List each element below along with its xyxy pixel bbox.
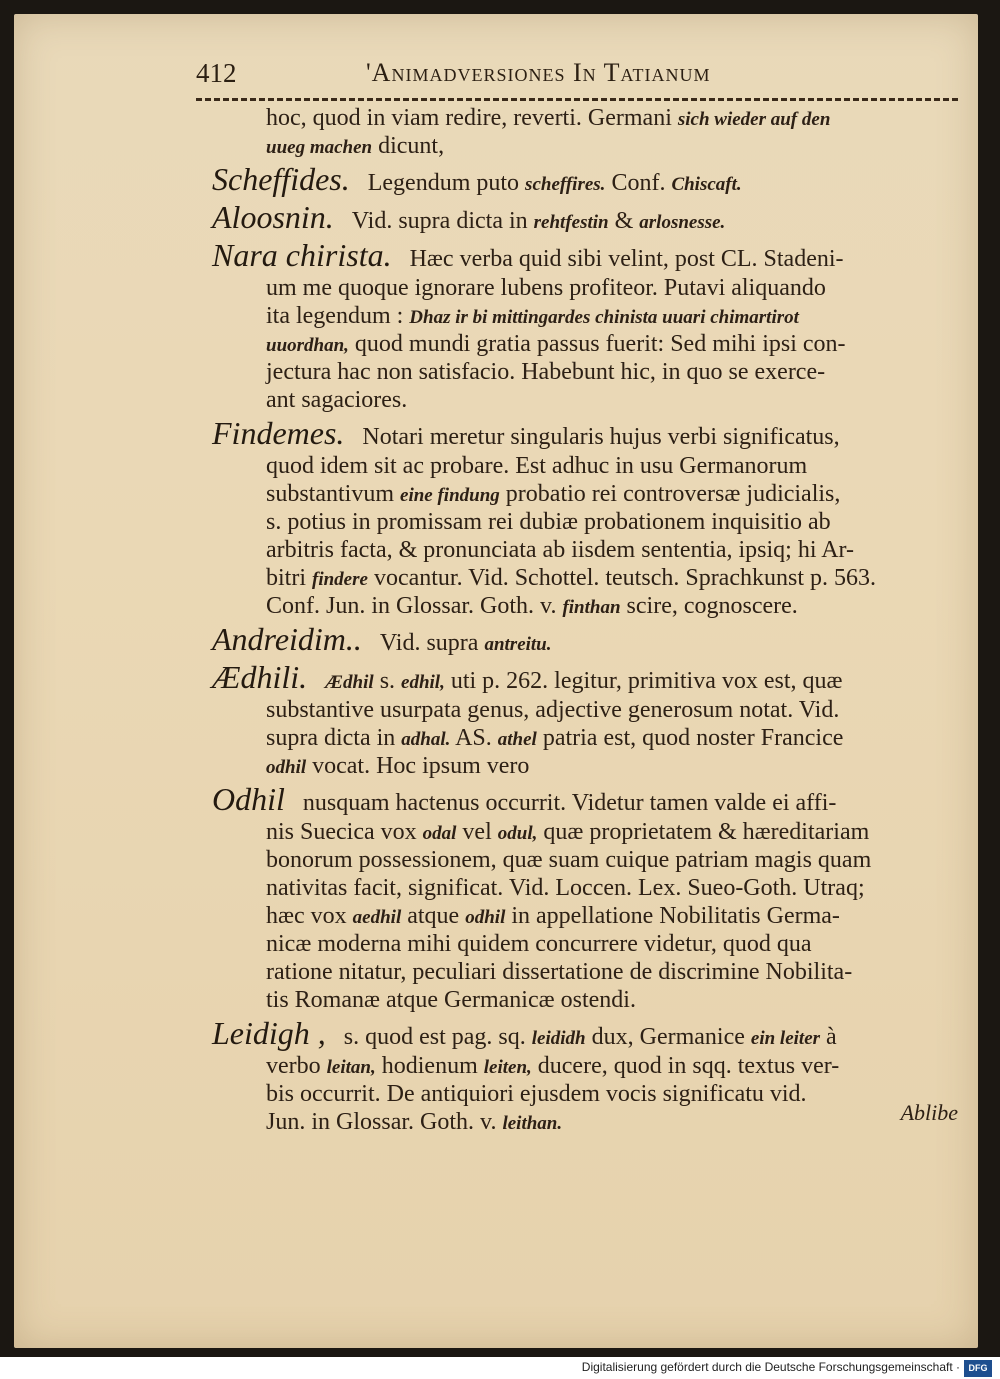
text-line [212,1108,964,1136]
text-line [212,874,964,902]
latin-text: Hæc verba quid sibi velint, post CL. Stadeni- [409,246,844,272]
vernacular-term: leithan. [502,1113,563,1134]
vernacular-term: aedhil [352,907,402,928]
vernacular-term: ein leiter [750,1028,821,1049]
glossary-text-block [212,104,964,1136]
latin-text: bis occurrit. De antiquiori ejusdem vocis significatu vid. [266,1081,807,1107]
latin-text: dicunt, [372,133,445,159]
vernacular-term: odul, [497,823,538,844]
vernacular-term: Chiscaft. [671,174,742,195]
text-line [212,236,964,274]
page-number: 412 [196,58,237,88]
latin-text: s. potius in promissam rei dubiæ probationem inquisitio ab [266,509,831,535]
text-line [212,620,964,658]
running-head [196,56,956,100]
vernacular-term: leididh [531,1028,586,1049]
latin-text: verbo [266,1053,327,1079]
text-line [212,902,964,930]
lemma-heading: Aloosnin. [212,199,334,235]
latin-text: quod idem sit ac probare. Est adhuc in usu Germanorum [266,453,808,479]
latin-text: ratione nitatur, peculiari dissertatione de discrimine Nobilita- [266,959,853,985]
vernacular-term: adhal. [401,729,451,750]
text-line [212,358,964,386]
latin-text: s. [373,668,402,694]
vernacular-term: odhil [465,907,506,928]
catchword: Ablibe [900,1100,958,1125]
latin-text: nusquam hactenus occurrit. Videtur tamen valde ei affi- [302,790,837,816]
lemma-heading: Findemes. [212,415,345,451]
text-line [212,930,964,958]
latin-text: quod mundi gratia passus fuerit: Sed mihi ipsi con- [348,331,846,357]
text-line [212,658,964,696]
latin-text: vocat. Hoc ipsum vero [306,753,530,779]
dfg-logo [964,1360,992,1377]
text-line [212,780,964,818]
text-line [212,696,964,724]
latin-text: nis Suecica vox [266,819,423,845]
vernacular-term: odhil [266,757,307,778]
latin-text: jectura hac non satisfacio. Habebunt hic, in quo se exerce- [266,359,826,385]
latin-text: nicæ moderna mihi quidem concurrere videtur, quod qua [266,931,812,957]
latin-text: quæ proprietatem & hæreditariam [537,819,870,845]
text-line [212,1052,964,1080]
vernacular-term: Ædhil [325,672,374,693]
latin-text: substantive usurpata genus, adjective generosum notat. Vid. [266,697,840,723]
dfg-logo-text: DFG [968,1363,988,1373]
vernacular-term: leiten, [483,1057,532,1078]
text-line [212,302,964,330]
text-line [212,1014,964,1052]
latin-text: Vid. supra [379,630,485,656]
text-line [212,452,964,480]
text-line [212,386,964,414]
latin-text: probatio rei controversæ judicialis, [499,481,841,507]
latin-text: substantivum [266,481,401,507]
latin-text: dux, Germanice [585,1024,751,1050]
latin-text: Jun. in Glossar. Goth. v. [266,1109,503,1135]
text-line [212,752,964,780]
latin-text: Legendum puto [367,170,526,196]
text-line [212,536,964,564]
text-line [212,480,964,508]
lemma-heading: Scheffides. [212,161,350,197]
latin-text: & [608,208,640,234]
latin-text: Conf. [605,170,672,196]
latin-text: scire, cognoscere. [620,593,798,619]
vernacular-term: uueg machen [266,137,373,158]
lemma-heading: Andreidim.. [212,621,362,657]
funding-credit: Digitalisierung gefördert durch die Deutsche Forschungsgemeinschaft · [581,1360,960,1374]
latin-text: nativitas facit, significat. Vid. Loccen. Lex. Sueo-Goth. Utraq; [266,875,865,901]
latin-text: hoc, quod in viam redire, reverti. Germani [266,105,678,131]
text-line [212,846,964,874]
text-line [212,274,964,302]
text-line [212,104,964,132]
vernacular-term: Dhaz ir bi mittingardes chinista uuari chimartirot [409,307,799,328]
vernacular-term: edhil, [401,672,445,693]
running-title: 'Animadversiones In Tatianum [366,58,711,87]
text-line [212,132,964,160]
latin-text: ita legendum : [266,303,410,329]
latin-text: à [820,1024,837,1050]
text-line [212,198,964,236]
text-line [212,592,964,620]
latin-text: Conf. Jun. in Glossar. Goth. v. [266,593,563,619]
footer-bar [0,1357,1000,1379]
vernacular-term: findere [312,569,368,590]
vernacular-term: eine findung [400,485,500,506]
text-line [212,330,964,358]
latin-text: tis Romanæ atque Germanicæ ostendi. [266,987,636,1013]
text-line [212,160,964,198]
text-line [212,958,964,986]
latin-text: bitri [266,565,312,591]
text-line [212,724,964,752]
text-line [212,564,964,592]
latin-text: vocantur. Vid. Schottel. teutsch. Sprachkunst p. 563. [367,565,876,591]
latin-text: vel [456,819,498,845]
lemma-heading: Nara chirista. [212,237,392,273]
latin-text: in appellatione Nobilitatis Germa- [505,903,840,929]
latin-text: supra dicta in [266,725,402,751]
latin-text: patria est, quod noster Francice [536,725,844,751]
latin-text: arbitris facta, & pronunciata ab iisdem sententia, ipsiq; hi Ar- [266,537,855,563]
vernacular-term: odal [422,823,457,844]
vernacular-term: athel [497,729,537,750]
text-line [212,986,964,1014]
text-line [212,818,964,846]
text-line [212,508,964,536]
vernacular-term: antreitu. [484,634,552,655]
latin-text: atque [401,903,466,929]
lemma-heading: Odhil [212,781,285,817]
text-line [212,1080,964,1108]
vernacular-term: uuordhan, [266,335,349,356]
lemma-heading: Leidigh , [212,1015,326,1051]
latin-text: Vid. supra dicta in [351,208,534,234]
text-line [212,414,964,452]
latin-text: hæc vox [266,903,353,929]
latin-text: Notari meretur singularis hujus verbi significatus, [362,424,840,450]
vernacular-term: scheffires. [525,174,606,195]
latin-text: s. quod est pag. sq. [343,1024,532,1050]
vernacular-term: rehtfestin [533,212,609,233]
vernacular-term: finthan [562,597,621,618]
latin-text: um me quoque ignorare lubens profiteor. Putavi aliquando [266,275,826,301]
latin-text: AS. [450,725,498,751]
latin-text: ant sagaciores. [266,387,408,413]
vernacular-term: arlosnesse. [639,212,726,233]
latin-text: bonorum possessionem, quæ suam cuique patriam magis quam [266,847,872,873]
latin-text: hodienum [375,1053,484,1079]
latin-text: uti p. 262. legitur, primitiva vox est, quæ [444,668,843,694]
vernacular-term: sich wieder auf den [677,109,831,130]
lemma-heading: Ædhili. [212,659,308,695]
vernacular-term: leitan, [326,1057,376,1078]
latin-text: ducere, quod in sqq. textus ver- [531,1053,840,1079]
